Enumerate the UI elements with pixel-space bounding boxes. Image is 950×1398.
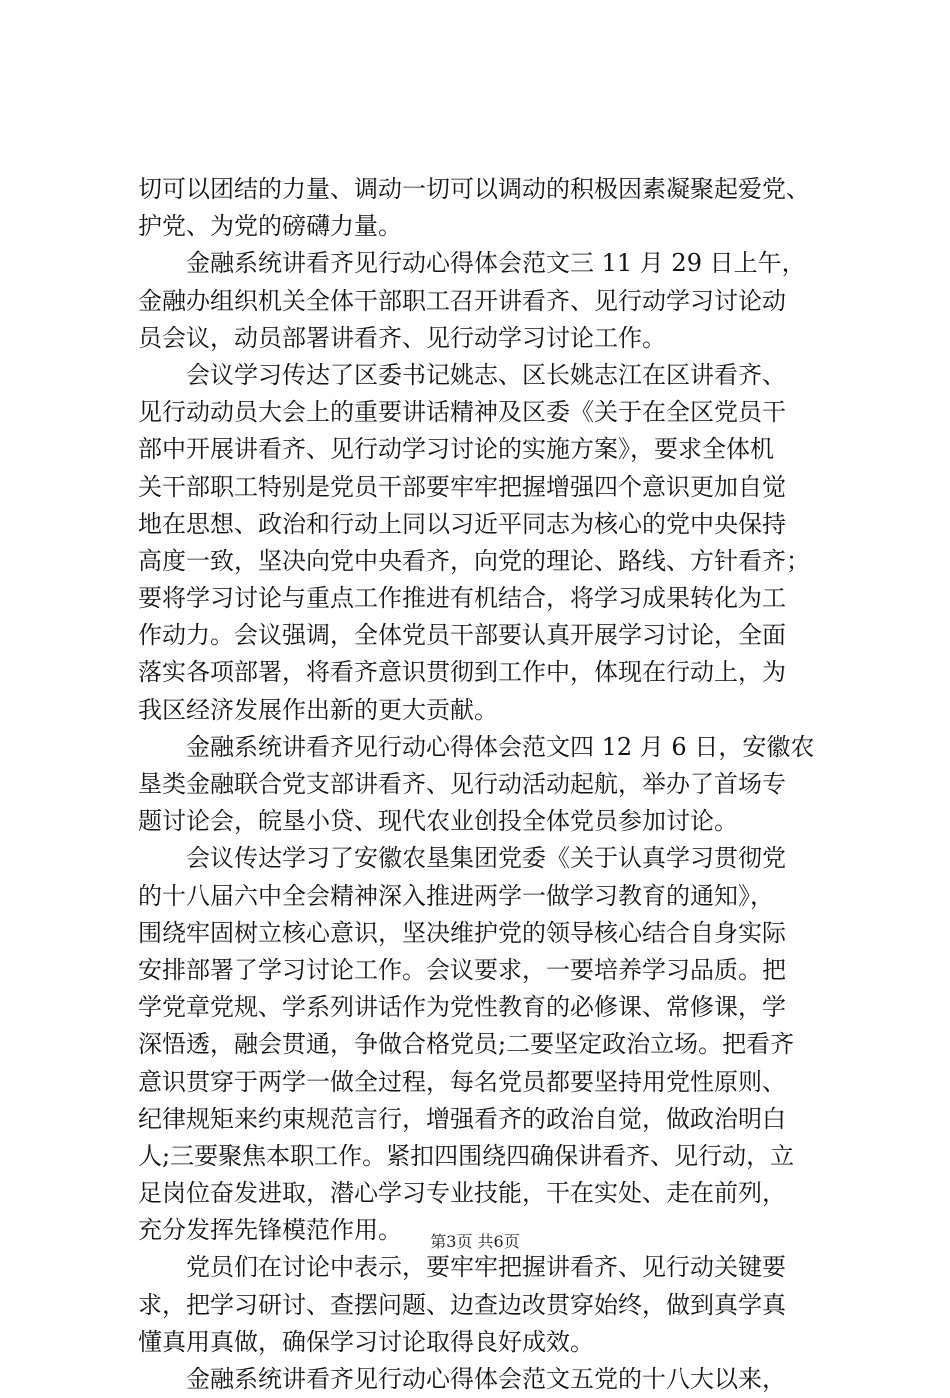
text-line: 党员们在讨论中表示，要牢牢把握讲看齐、见行动关键要 xyxy=(186,1253,786,1282)
text-line: 意识贯穿于两学一做全过程，每名党员都要坚持用党性原则、 xyxy=(138,1067,786,1096)
text-line: 围绕牢固树立核心意识，坚决维护党的领导核心结合自身实际 xyxy=(138,918,786,947)
text-line: 切可以团结的力量、调动一切可以调动的积极因素凝聚起爱党、 xyxy=(138,175,810,203)
text-line: 垦类金融联合党支部讲看齐、见行动活动起航，举办了首场专 xyxy=(138,770,786,798)
text-line: 要将学习讨论与重点工作推进有机结合，将学习成果转化为工 xyxy=(138,584,786,613)
text-line: 金融办组织机关全体干部职工召开讲看齐、见行动学习讨论动 xyxy=(138,286,786,315)
text-line: 员会议，动员部署讲看齐、见行动学习讨论工作。 xyxy=(138,323,666,352)
text-line: 的十八届六中全会精神深入推进两学一做学习教育的通知》， xyxy=(138,881,774,910)
text-line: 金融系统讲看齐见行动心得体会范文四 12 月 6 日，安徽农 xyxy=(186,732,815,761)
text-line: 充分发挥先锋模范作用。 xyxy=(138,1216,402,1245)
text-line: 懂真用真做，确保学习讨论取得良好成效。 xyxy=(138,1327,594,1356)
text-line: 关干部职工特别是党员干部要牢牢把握增强四个意识更加自觉 xyxy=(138,472,786,501)
text-line: 金融系统讲看齐见行动心得体会范文五党的十八大以来， xyxy=(186,1365,786,1393)
page-number-footer: 第3页 共6页 xyxy=(430,1232,520,1251)
text-line: 护党、为党的磅礴力量。 xyxy=(138,212,402,241)
text-line: 落实各项部署，将看齐意识贯彻到工作中，体现在行动上，为 xyxy=(138,658,786,687)
text-line: 人;三要聚焦本职工作。紧扣四围绕四确保讲看齐、见行动，立 xyxy=(138,1141,795,1170)
text-line: 高度一致，坚决向党中央看齐，向党的理论、路线、方针看齐； xyxy=(138,546,810,575)
text-line: 金融系统讲看齐见行动心得体会范文三 11 月 29 日上午， xyxy=(186,249,806,278)
text-line: 足岗位奋发进取，潜心学习专业技能，干在实处、走在前列， xyxy=(138,1179,786,1208)
text-line: 会议传达学习了安徽农垦集团党委《关于认真学习贯彻党 xyxy=(186,844,786,873)
document-body xyxy=(138,171,828,1398)
text-line: 部中开展讲看齐、见行动学习讨论的实施方案》，要求全体机 xyxy=(138,435,774,464)
text-line: 安排部署了学习讨论工作。会议要求，一要培养学习品质。把 xyxy=(138,955,786,984)
text-line: 求，把学习研讨、查摆问题、边查边改贯穿始终，做到真学真 xyxy=(138,1290,786,1319)
text-line: 我区经济发展作出新的更大贡献。 xyxy=(138,695,498,724)
text-line: 学党章党规、学系列讲话作为党性教育的必修课、常修课，学 xyxy=(138,993,786,1022)
text-line: 作动力。会议强调，全体党员干部要认真开展学习讨论，全面 xyxy=(138,621,786,650)
text-line: 地在思想、政治和行动上同以习近平同志为核心的党中央保持 xyxy=(138,509,786,538)
text-line: 题讨论会，皖垦小贷、现代农业创投全体党员参加讨论。 xyxy=(138,807,738,836)
text-line: 深悟透，融会贯通，争做合格党员;二要坚定政治立场。把看齐 xyxy=(138,1030,795,1059)
text-line: 见行动动员大会上的重要讲话精神及区委《关于在全区党员干 xyxy=(138,398,786,427)
text-line: 纪律规矩来约束规范言行，增强看齐的政治自觉，做政治明白 xyxy=(138,1104,786,1133)
text-line: 会议学习传达了区委书记姚志、区长姚志江在区讲看齐、 xyxy=(186,360,786,389)
